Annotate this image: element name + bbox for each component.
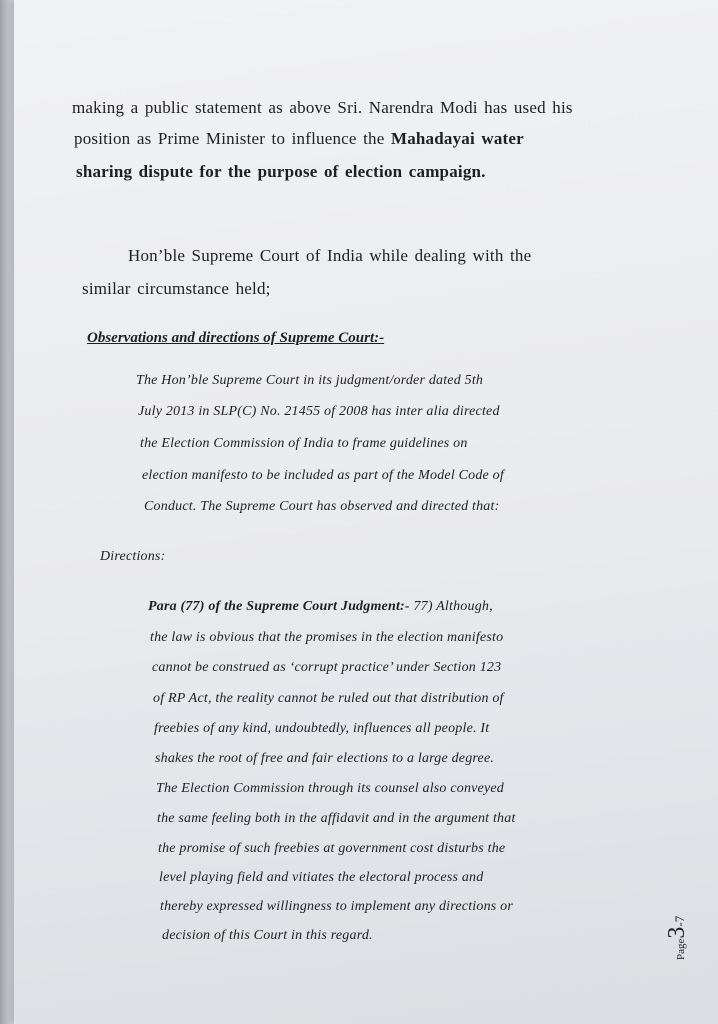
document-page — [14, 0, 718, 1024]
opening-paragraph-line-3: sharing dispute for the purpose of election campaign. — [76, 162, 486, 181]
opening-paragraph-line-1: making a public statement as above Sri. Narendra Modi has used his — [72, 98, 573, 117]
observations-line-3: the Election Commission of India to frame guidelines on — [140, 436, 468, 451]
observations-line-2: July 2013 in SLP(C) No. 21455 of 2008 has inter alia directed — [138, 404, 500, 419]
court-paragraph-line-1: Hon’ble Supreme Court of India while dealing with the — [128, 246, 532, 265]
para-line-2: the law is obvious that the promises in the election manifesto — [150, 630, 504, 645]
page-edge-shadow — [0, 0, 14, 1024]
page-number-suffix: -7 — [672, 915, 687, 927]
para-line-11: thereby expressed willingness to implement any directions or — [160, 899, 513, 914]
para-line-10: level playing field and vitiates the electoral process and — [159, 870, 484, 885]
para-line-1 — [148, 600, 493, 614]
para-line-1-text: 77) Although, — [409, 599, 493, 614]
court-paragraph-line-2: similar circumstance held; — [82, 279, 271, 298]
para-line-6: shakes the root of free and fair elections to a large degree. — [155, 751, 495, 766]
opening-paragraph-line-2-text: position as Prime Minister to influence the — [74, 129, 391, 148]
para-line-7: The Election Commission through its counsel also conveyed — [156, 781, 505, 796]
para-line-9: the promise of such freebies at government cost disturbs the — [158, 841, 506, 856]
page-number-label: Page — [675, 938, 687, 960]
opening-paragraph-line-2 — [74, 130, 524, 147]
observations-line-4: election manifesto to be included as part of the Model Code of — [142, 468, 504, 483]
page-number-value: 3 — [664, 926, 690, 939]
mahadayai-bold-text: Mahadayai water — [390, 129, 524, 148]
para-label: Para (77) of the Supreme Court Judgment:- — [148, 599, 410, 614]
observations-line-5: Conduct. The Supreme Court has observed and directed that: — [144, 499, 500, 514]
para-line-12: decision of this Court in this regard. — [162, 928, 373, 943]
para-line-4: of RP Act, the reality cannot be ruled out that distribution of — [153, 691, 504, 706]
directions-label: Directions: — [100, 549, 166, 564]
observations-line-1: The Hon’ble Supreme Court in its judgment/order dated 5th — [136, 373, 484, 388]
para-line-8: the same feeling both in the affidavit and in the argument that — [157, 811, 516, 826]
page-number — [664, 916, 691, 960]
observations-heading: Observations and directions of Supreme Court:- — [87, 330, 385, 346]
para-line-3: cannot be construed as ‘corrupt practice’ under Section 123 — [152, 660, 502, 675]
para-line-5: freebies of any kind, undoubtedly, influences all people. It — [154, 721, 490, 736]
